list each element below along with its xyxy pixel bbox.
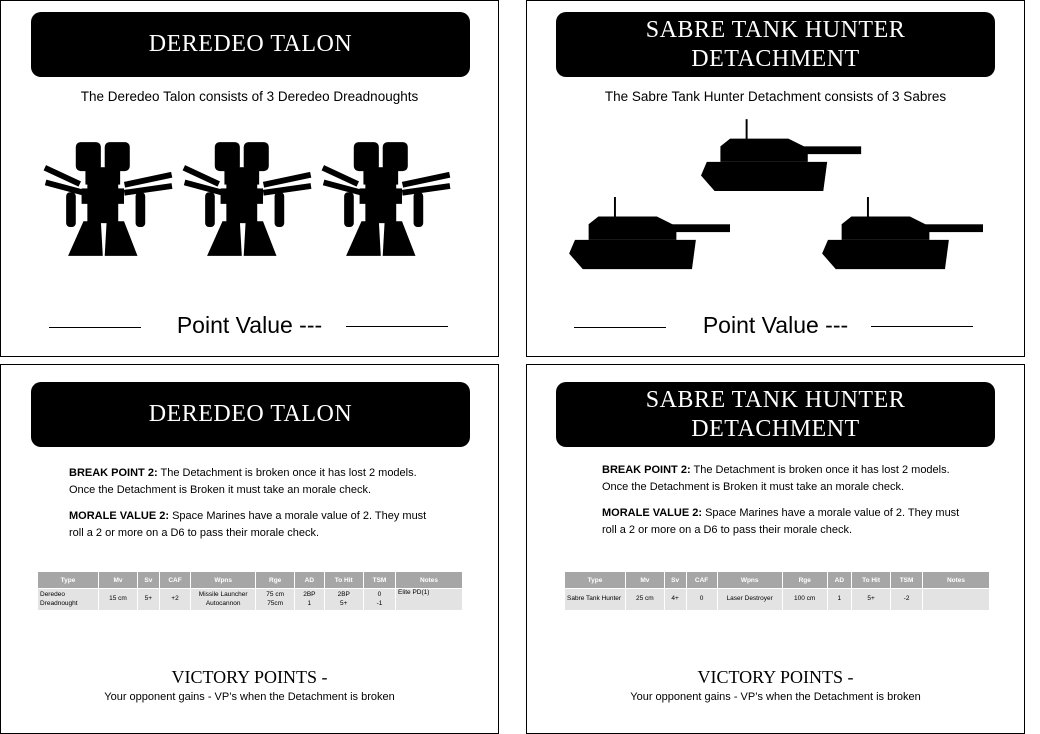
break-point-rule <box>69 465 439 498</box>
victory-points-text: Your opponent gains - VP’s when the Detachment is broken <box>630 691 921 703</box>
cell-sv: 4+ <box>665 589 686 610</box>
table-row <box>565 589 989 610</box>
cell-tsm <box>364 589 395 610</box>
header-notes: Notes <box>396 572 462 588</box>
card-title-line-2: DETACHMENT <box>691 45 860 72</box>
cell-to-hit <box>325 589 363 610</box>
card-title-banner <box>31 382 470 447</box>
morale-value-label: MORALE VALUE 2: <box>602 507 703 519</box>
tank-silhouette-icon <box>568 197 736 275</box>
break-point-rule <box>602 462 972 495</box>
talon-back-card <box>0 364 499 734</box>
break-point-label: BREAK POINT 2: <box>69 467 158 479</box>
card-title-line-2: DETACHMENT <box>691 415 860 442</box>
rules-text <box>69 465 439 551</box>
sabre-back-card <box>526 364 1025 734</box>
divider-line <box>346 326 448 327</box>
detachment-caption: The Sabre Tank Hunter Detachment consists of 3 Sabres <box>604 89 947 104</box>
ad-2: 1 <box>307 599 312 607</box>
card-title: DEREDEO TALON <box>148 401 353 428</box>
card-title: DEREDEO TALON <box>148 31 353 58</box>
to-hit-2: 5+ <box>340 599 348 607</box>
victory-points-text: Your opponent gains - VP’s when the Detachment is broken <box>104 691 395 703</box>
card-title-banner <box>31 12 470 77</box>
cell-ad: 1 <box>828 589 851 610</box>
ad-1: 2BP <box>303 591 316 599</box>
header-type: Type <box>38 572 98 588</box>
header-mv: Mv <box>626 572 664 588</box>
break-point-label: BREAK POINT 2: <box>602 464 691 476</box>
table-row <box>38 589 462 610</box>
victory-points-title: VICTORY POINTS - <box>171 667 328 687</box>
stats-table <box>37 571 463 611</box>
cell-mv: 25 cm <box>626 589 664 610</box>
break-point-text: The Detachment is broken once it has lost 2 models. Once the Detachment is Broken it must take an morale check. <box>69 467 417 496</box>
cell-ad <box>295 589 323 610</box>
cell-to-hit: 5+ <box>852 589 890 610</box>
tsm-2: -1 <box>376 599 383 607</box>
header-rge: Rge <box>783 572 827 588</box>
stats-header-row <box>565 572 989 588</box>
card-title-banner <box>556 382 995 447</box>
cell-notes <box>923 589 989 610</box>
dreadnought-silhouette-icon <box>43 141 178 259</box>
header-caf: CAF <box>687 572 717 588</box>
card-title-line-1: SABRE TANK HUNTER <box>645 16 906 43</box>
tank-silhouette-icon <box>821 197 989 275</box>
header-notes: Notes <box>923 572 989 588</box>
cell-type: Deredeo Dreadnought <box>38 589 98 610</box>
header-wpns: Wpns <box>718 572 782 588</box>
header-tsm: TSM <box>891 572 922 588</box>
cell-notes: Elite PD(1) <box>396 589 462 610</box>
to-hit-1: 2BP <box>337 591 350 599</box>
morale-value-rule <box>69 508 439 541</box>
header-caf: CAF <box>160 572 190 588</box>
talon-front-card <box>0 0 499 357</box>
header-to-hit: To Hit <box>852 572 890 588</box>
header-ad: AD <box>828 572 851 588</box>
victory-points-title: VICTORY POINTS - <box>697 667 854 687</box>
card-title-line-1: SABRE TANK HUNTER <box>645 386 906 413</box>
morale-value-text: Space Marines have a morale value of 2. They must roll a 2 or more on a D6 to pass their morale check. <box>69 510 427 539</box>
header-to-hit: To Hit <box>325 572 363 588</box>
stats-header-row <box>38 572 462 588</box>
cell-rge <box>256 589 294 610</box>
divider-line <box>871 326 973 327</box>
cell-wpns: Laser Destroyer <box>718 589 782 610</box>
morale-value-label: MORALE VALUE 2: <box>69 510 170 522</box>
rules-text <box>602 462 972 548</box>
cell-caf: +2 <box>160 589 190 610</box>
header-mv: Mv <box>99 572 137 588</box>
cell-caf: 0 <box>687 589 717 610</box>
cell-rge: 100 cm <box>783 589 827 610</box>
cell-tsm: -2 <box>891 589 922 610</box>
header-type: Type <box>565 572 625 588</box>
break-point-text: The Detachment is broken once it has lost 2 models. Once the Detachment is Broken it must take an morale check. <box>602 464 950 493</box>
sabre-front-card <box>526 0 1025 357</box>
detachment-caption: The Deredeo Talon consists of 3 Deredeo Dreadnoughts <box>80 89 419 104</box>
header-ad: AD <box>295 572 323 588</box>
header-tsm: TSM <box>364 572 395 588</box>
morale-value-text: Space Marines have a morale value of 2. They must roll a 2 or more on a D6 to pass their morale check. <box>602 507 960 536</box>
header-wpns: Wpns <box>191 572 255 588</box>
cell-wpns <box>191 589 255 610</box>
range-2: 75cm <box>267 599 284 607</box>
weapon-1: Missile Launcher <box>198 591 248 599</box>
cell-mv: 15 cm <box>99 589 137 610</box>
header-sv: Sv <box>138 572 159 588</box>
point-value: Point Value --- <box>702 312 849 338</box>
morale-value-rule <box>602 505 972 538</box>
weapon-2: Autocannon <box>205 599 241 607</box>
point-value: Point Value --- <box>176 312 323 338</box>
card-title-banner <box>556 12 995 77</box>
dreadnought-silhouette-icon <box>182 141 317 259</box>
header-rge: Rge <box>256 572 294 588</box>
range-1: 75 cm <box>266 591 284 599</box>
cell-sv: 5+ <box>138 589 159 610</box>
dreadnought-silhouette-icon <box>321 141 456 259</box>
stats-table <box>564 571 990 611</box>
tsm-1: 0 <box>377 591 382 599</box>
tank-silhouette-icon <box>701 119 866 197</box>
header-sv: Sv <box>665 572 686 588</box>
cell-type: Sabre Tank Hunter <box>565 589 625 610</box>
